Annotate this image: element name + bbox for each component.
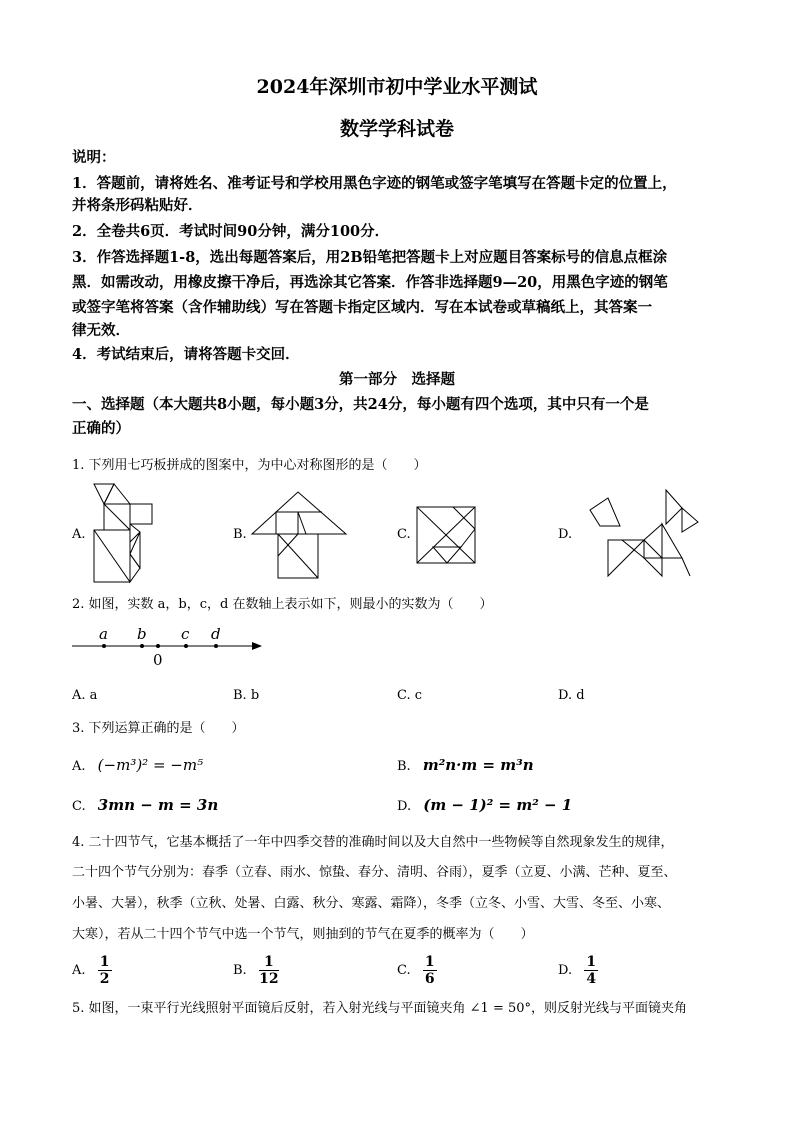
question-2-stem: 2. 如图，实数 a，b，c，d 在数轴上表示如下，则最小的实数为（ ）	[72, 597, 493, 612]
option-letter: D.	[397, 799, 412, 814]
fraction-denominator: 4	[586, 971, 597, 987]
part-title: 第一部分 选择题	[339, 371, 455, 388]
exam-title: 2024年深圳市初中学业水平测试	[256, 76, 538, 98]
fraction-numerator: 1	[263, 954, 274, 970]
fraction	[98, 954, 112, 987]
q3-option-c[interactable]	[72, 796, 218, 814]
option-expression: (−m³)² = −m⁵	[97, 756, 204, 774]
q1-option-a[interactable]: A.	[72, 527, 86, 542]
question-3-stem: 3. 下列运算正确的是（ ）	[72, 721, 245, 736]
axis-label-a: a	[99, 625, 108, 643]
question-1-stem: 1. 下列用七巧板拼成的图案中，为中心对称图形的是（ ）	[72, 458, 427, 473]
exam-subtitle: 数学学科试卷	[339, 118, 454, 140]
question-4-line: 大寒），若从二十四个节气中选一个节气，则抽到的节气在夏季的概率为（ ）	[72, 927, 534, 942]
instruction-line: 4．考试结束后，请将答题卡交回．	[72, 346, 300, 363]
q2-option-a[interactable]: A. a	[72, 688, 98, 703]
section-heading-line: 一、选择题（本大题共8小题，每小题3分，共24分，每小题有四个选项，其中只有一个是	[72, 396, 649, 413]
q4-option-b[interactable]	[233, 954, 279, 987]
axis-label-zero: 0	[153, 651, 163, 669]
fraction-numerator: 1	[99, 954, 110, 970]
q3-option-a[interactable]	[72, 756, 203, 774]
question-4-line: 二十四个节气分别为：春季（立春、雨水、惊蛰、春分、清明、谷雨），夏季（立夏、小满、芒种、夏至、	[72, 865, 677, 880]
fraction-denominator: 12	[259, 971, 279, 987]
fraction	[423, 954, 437, 987]
q1-option-b[interactable]: B.	[233, 527, 247, 542]
tangram-figure-c	[415, 505, 479, 567]
q4-option-d[interactable]	[558, 954, 598, 987]
option-expression: m²n·m = m³n	[422, 756, 534, 774]
section-heading-line: 正确的）	[72, 420, 130, 437]
tangram-figure-a	[88, 482, 168, 584]
q1-option-c[interactable]: C.	[397, 527, 411, 542]
instruction-line: 律无效．	[72, 322, 130, 339]
fraction	[584, 954, 598, 987]
fraction	[259, 954, 279, 987]
option-expression: 3mn − m = 3n	[97, 796, 219, 814]
q4-option-c[interactable]	[397, 954, 437, 987]
option-letter: A.	[72, 759, 86, 774]
instruction-line: 2．全卷共6页．考试时间90分钟，满分100分．	[72, 223, 390, 240]
q3-option-d[interactable]	[397, 796, 572, 814]
fraction-denominator: 6	[424, 971, 435, 987]
axis-label-b: b	[137, 625, 147, 643]
tangram-figure-b	[250, 490, 350, 580]
q4-option-a[interactable]	[72, 954, 112, 987]
instruction-line: 黑．如需改动，用橡皮擦干净后，再选涂其它答案．作答非选择题9—20，用黑色字迹的钢笔	[72, 274, 668, 291]
option-letter: B.	[233, 963, 247, 978]
fraction-denominator: 2	[99, 971, 110, 987]
q1-option-d[interactable]: D.	[558, 527, 573, 542]
tangram-figure-d	[578, 484, 704, 580]
axis-label-c: c	[181, 625, 190, 643]
fraction-numerator: 1	[586, 954, 597, 970]
question-4-line: 4. 二十四节气，它基本概括了一年中四季交替的准确时间以及大自然中一些物候等自然现象发生的规律，	[72, 835, 674, 850]
fraction-numerator: 1	[424, 954, 435, 970]
q2-option-c[interactable]: C. c	[397, 688, 423, 703]
instructions-heading: 说明：	[72, 149, 116, 166]
q2-option-b[interactable]: B. b	[233, 688, 260, 703]
option-expression: (m − 1)² = m² − 1	[423, 796, 573, 814]
q2-option-d[interactable]: D. d	[558, 688, 585, 703]
axis-label-d: d	[211, 625, 221, 643]
instruction-line: 1．答题前，请将姓名、准考证号和学校用黑色字迹的钢笔或签字笔填写在答题卡定的位置上，	[72, 175, 677, 192]
option-letter: D.	[558, 963, 573, 978]
option-letter: A.	[72, 963, 86, 978]
option-letter: C.	[72, 799, 86, 814]
option-letter: B.	[397, 759, 411, 774]
instruction-line: 并将条形码粘贴好．	[72, 197, 203, 214]
number-line	[70, 624, 270, 674]
q3-option-b[interactable]	[397, 756, 534, 774]
question-4-line: 小暑、大暑），秋季（立秋、处暑、白露、秋分、寒露、霜降），冬季（立冬、小雪、大雪、冬至、小寒、	[72, 896, 671, 911]
instruction-line: 或签字笔将答案（含作辅助线）写在答题卡指定区域内．写在本试卷或草稿纸上，其答案一	[72, 299, 652, 316]
instruction-line: 3．作答选择题1-8，选出每题答案后，用2B铅笔把答题卡上对应题目答案标号的信息点框涂	[72, 249, 668, 266]
option-letter: C.	[397, 963, 411, 978]
question-5-stem: 5. 如图，一束平行光线照射平面镜后反射，若入射光线与平面镜夹角 ∠1 = 50°，则反射光线与平面镜夹角	[72, 1001, 688, 1016]
